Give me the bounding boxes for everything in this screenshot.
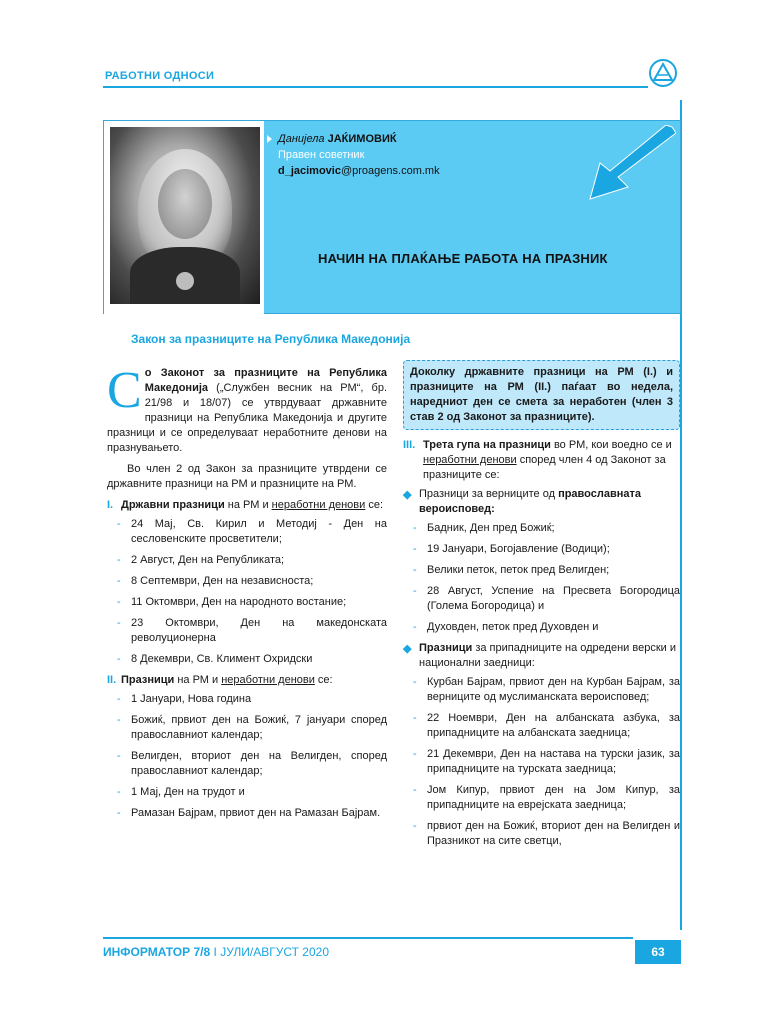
- orthodox-holidays-list: [403, 521, 680, 635]
- section-1-heading: I. Државни празници на РМ и неработни денови се:: [107, 499, 384, 511]
- right-column: [403, 360, 680, 855]
- list-item: - Божиќ, првиот ден на Божиќ, 7 јануари според православниот календар;: [131, 713, 387, 743]
- list-item: - првиот ден на Божиќ, вториот ден на Велигден и Празникот на сите светци,: [427, 819, 680, 849]
- top-rule: [103, 86, 648, 88]
- left-column: [107, 362, 387, 827]
- communities-group-heading: ◆ Празници за припадниците на одредени верски и национални заедници:: [403, 642, 676, 669]
- list-item: - Курбан Бајрам, првиот ден на Курбан Бајрам, за верниците од муслиманската вероисповед;: [427, 675, 680, 705]
- drop-cap: С: [107, 362, 142, 419]
- arrow-down-left-icon: [584, 125, 676, 203]
- page-number: 63: [635, 940, 681, 964]
- section-2-heading: II. Празници на РМ и неработни денови се:: [107, 674, 333, 686]
- list-item: - 24 Мај, Св. Кирил и Методиј - Ден на сесловенските просветители;: [131, 517, 387, 547]
- sunday-rule-note: Доколку државните празници на РМ (I.) и празниците на РМ (II.) паѓаат во недела, наредниот ден се смета за неработен (член 3 став 2 од Законот за празниците).: [403, 360, 680, 430]
- diamond-bullet-icon: ◆: [403, 489, 412, 501]
- list-item: - 21 Декември, Ден на настава на турски јазик, за припадниците на турската заедница;: [427, 747, 680, 777]
- law-subheading: Закон за празниците на Република Македонија: [131, 332, 411, 346]
- author-photo: [110, 127, 260, 304]
- list-item: - Бадник, Ден пред Божиќ;: [427, 521, 680, 536]
- state-holidays-list: [107, 517, 387, 667]
- section-3-heading: III. Трета гупа на празници во РМ, кои воедно се и неработни денови според член 4 од Законот за празниците се:: [403, 439, 672, 481]
- diamond-bullet-icon: ◆: [403, 643, 412, 655]
- article-title: НАЧИН НА ПЛАЌАЊЕ РАБОТА НА ПРАЗНИК: [318, 251, 608, 266]
- list-item: - 2 Август, Ден на Републиката;: [131, 553, 387, 568]
- bottom-rule: [103, 937, 633, 939]
- list-item: - 8 Септември, Ден на независноста;: [131, 574, 387, 589]
- author-role: Правен советник: [278, 149, 365, 161]
- community-holidays-list: [403, 675, 680, 849]
- rm-holidays-list: [107, 692, 387, 821]
- list-item: - Велики петок, петок пред Велигден;: [427, 563, 680, 578]
- list-item: - 23 Октомври, Ден на македонската револуционерна: [131, 616, 387, 646]
- orthodox-group-heading: ◆ Празници за верниците од православната вероисповед:: [403, 488, 641, 515]
- list-item: - 8 Декември, Св. Климент Охридски: [131, 652, 387, 667]
- list-item: - Јом Кипур, првиот ден на Јом Кипур, за припадниците на еврејската заедница;: [427, 783, 680, 813]
- list-item: - 1 Мај, Ден на трудот и: [131, 785, 387, 800]
- section-label: РАБОТНИ ОДНОСИ: [105, 70, 215, 82]
- author-info: [278, 133, 440, 177]
- author-name: Данијела ЈАЌИМОВИЌ: [278, 133, 397, 145]
- list-item: - 19 Јануари, Богојавление (Водици);: [427, 542, 680, 557]
- list-item: - 1 Јануари, Нова година: [131, 692, 387, 707]
- list-item: - 11 Октомври, Ден на народното востание;: [131, 595, 387, 610]
- list-item: - Велигден, вториот ден на Велигден, според православниот календар;: [131, 749, 387, 779]
- article-header: [103, 120, 681, 314]
- publisher-logo-icon: [648, 58, 678, 88]
- intro-paragraph: Со Законот за празниците на Република Македонија („Службен весник на РМ“, бр. 21/98 и 18/07) се утврдуваат државните празници на Република Македонија и другите празници и се определуваат неработните денови на празнувањето.: [107, 362, 387, 454]
- list-item: - 22 Ноември, Ден на албанската азбука, за припадниците на албанската заедница;: [427, 711, 680, 741]
- triangle-bullet-icon: [267, 135, 272, 143]
- author-email[interactable]: d_jacimovic@proagens.com.mk: [278, 165, 440, 177]
- footer-magazine: ИНФОРМАТОР 7/8 I ЈУЛИ/АВГУСТ 2020: [103, 945, 330, 959]
- list-item: - Рамазан Бајрам, првиот ден на Рамазан Бајрам.: [131, 806, 387, 821]
- list-item: - 28 Август, Успение на Пресвета Богородица (Голема Богородица) и: [427, 584, 680, 614]
- intro-paragraph-2: Во член 2 од Закон за празниците утврдени се државните празници на РМ и празниците на РМ.: [107, 463, 387, 490]
- photo-frame: [104, 121, 264, 315]
- list-item: - Духовден, петок пред Духовден и: [427, 620, 680, 635]
